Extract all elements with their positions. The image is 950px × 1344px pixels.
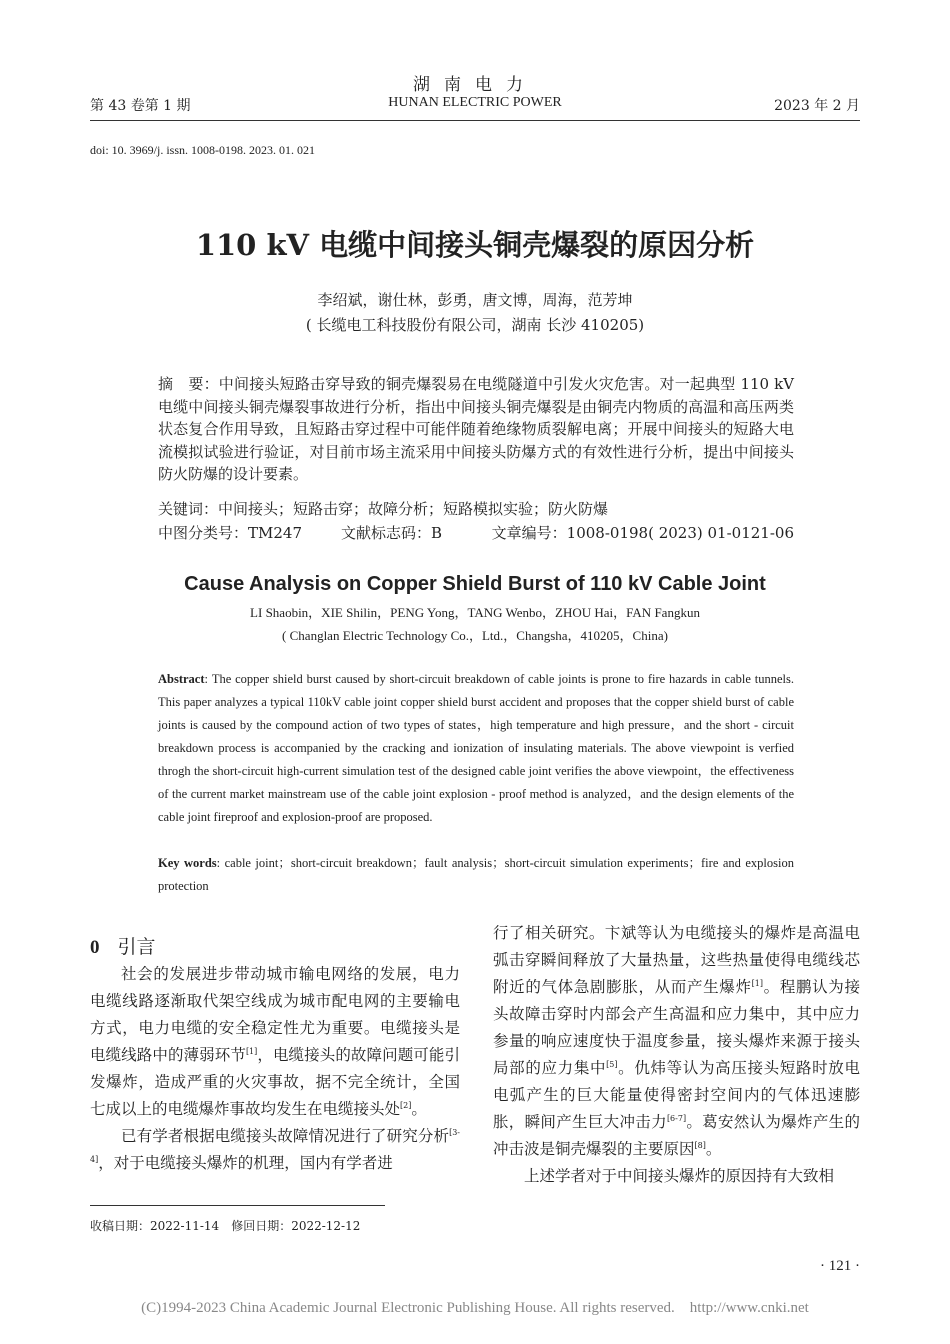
paragraph: 已有学者根据电缆接头故障情况进行了研究分析[3-4]，对于电缆接头爆炸的机理，国内有学者进: [90, 1127, 460, 1172]
abstract-cn-label: 摘 要：: [158, 375, 219, 393]
paragraph: 社会的发展进步带动城市输电网络的发展，电力电缆线路逐渐取代架空线成为城市配电网的主要输电方式，电力电缆的安全稳定性尤为重要。电缆接头是电缆线路中的薄弱环节[1]，电缆接头的故障问题可能引发爆炸，造成严重的火灾事故，据不完全统计，全国七成以上的电缆爆炸事故均发生在电缆接头处[2]。: [90, 965, 460, 1118]
keywords-cn-text: 中间接头；短路击穿；故障分析；短路模拟实验；防火防爆: [218, 500, 609, 518]
abstract-cn-text: 中间接头短路击穿导致的铜壳爆裂易在电缆隧道中引发火灾危害。对一起典型 110 kV 电缆中间接头铜壳爆裂事故进行分析，指出中间接头铜壳爆裂是由铜壳内物质的高温和高压两类状态复合作用导致，且短路击穿过程中可能伴随着绝缘物质裂解电离；开展中间接头的短路大电流模拟试验进行验证，对目前市场主流采用中间接头防爆方式的有效性进行分析，提出中间接头防火防爆的设计要素。: [158, 375, 794, 483]
copyright-notice: (C)1994-2023 China Academic Journal Electronic Publishing House. All rights reserved. http://www.cnki.net: [141, 1300, 809, 1316]
paper-title-en: Cause Analysis on Copper Shield Burst of 110 kV Cable Joint: [184, 573, 766, 595]
section-title: 引言: [117, 936, 156, 958]
section-heading: [90, 932, 156, 959]
footnote-dates: 收稿日期：2022-11-14 修回日期：2022-12-12: [90, 1219, 361, 1233]
issue-date: 2023 年 2 月: [774, 98, 860, 114]
keywords-cn: [158, 498, 608, 519]
keywords-en-label: Key words: [158, 856, 217, 870]
citation[interactable]: [1]: [751, 978, 763, 988]
running-header: [90, 95, 860, 117]
volume-issue: 第 43 卷第 1 期: [90, 98, 191, 114]
citation[interactable]: [8]: [694, 1140, 706, 1150]
abstract-en: Abstract: The copper shield burst caused by short-circuit breakdown of cable joints is prone to fire hazards in cable tunnels. This paper analyzes a typical 110kV cable joint copper shield burst accident and proposes that the copper shield burst of cable joints is caused by the compound action of two types of states，high temperature and high pressure，and the short - circuit breakdown process is accompanied by the cracking and ionization of insulating materials. The above viewpoint is verfied throgh the short-circuit high-current simulation test of the designed cable joint verifies the above viewpoint，the effectiveness of the current market mainstream use of the cable joint explosion - proof method is analyzed，and the design elements of the cable joint fireproof and explosion-proof are proposed.: [158, 672, 794, 824]
abstract-en-label: Abstract: [158, 672, 205, 686]
body-column-right: [493, 920, 860, 1190]
document-code: 文献标志码：B: [341, 524, 443, 542]
classification-row: [158, 522, 794, 544]
paper-title-cn: 110 kV 电缆中间接头铜壳爆裂的原因分析: [195, 228, 755, 262]
citation[interactable]: [1]: [245, 1046, 258, 1056]
keywords-cn-label: 关键词：: [158, 500, 219, 518]
header-rule: [90, 120, 860, 121]
journal-name-cn: 湖南电力: [413, 75, 537, 95]
affiliation-en: ( Changlan Electric Technology Co.，Ltd.，Changsha，410205，China): [282, 628, 668, 643]
citation[interactable]: [3-4]: [90, 1127, 460, 1164]
authors-en: LI Shaobin，XIE Shilin，PENG Yong，TANG Wenbo，ZHOU Hai，FAN Fangkun: [250, 605, 700, 620]
abstract-cn: [158, 373, 794, 486]
page-number: · 121 ·: [820, 1258, 860, 1274]
authors-cn: 李绍斌，谢仕林，彭勇，唐文博，周海，范芳坤: [317, 291, 633, 309]
citation[interactable]: [2]: [400, 1100, 412, 1110]
clc-number: 中图分类号：TM247: [158, 524, 302, 542]
paragraph: 行了相关研究。卞斌等认为电缆接头的爆炸是高温电弧击穿瞬间释放了大量热量，这些热量使得电缆线芯附近的气体急剧膨胀，从而产生爆炸[1]。程鹏认为接头故障击穿时内部会产生高温和应力集中，其中应力参量的响应速度快于温度参量，接头爆炸来源于接头局部的应力集中[5]。仇炜等认为高压接头短路时放电电弧产生的巨大能量使得密封空间内的气体迅速膨胀，瞬间产生巨大冲击力[6-7]。葛安然认为爆炸产生的冲击波是铜壳爆裂的主要原因[8]。: [493, 924, 860, 1158]
footnote-rule: [90, 1205, 385, 1206]
citation[interactable]: [6-7]: [666, 1113, 687, 1123]
article-number: 文章编号：1008-0198( 2023) 01-0121-06: [491, 524, 794, 542]
abstract-en-text: The copper shield burst caused by short-circuit breakdown of cable joints is prone to fire hazards in cable tunnels. This paper analyzes a typical 110kV cable joint copper shield burst accident and proposes that the copper shield burst of cable joints is caused by the compound action of two types of states，high temperature and high pressure，and the short - circuit breakdown process is accompanied by the cracking and ionization of insulating materials. The above viewpoint is verfied throgh the short-circuit high-current simulation test of the designed cable joint verifies the above viewpoint，the effectiveness of the current market mainstream use of the cable joint explosion - proof method is analyzed，and the design elements of the cable joint fireproof and explosion-proof are proposed.: [158, 672, 794, 824]
doi: doi: 10. 3969/j. issn. 1008-0198. 2023. 01. 021: [90, 143, 316, 157]
keywords-en: Key words: cable joint；short-circuit breakdown；fault analysis；short-circuit simulation experiments；fire and explosion protection: [158, 856, 794, 893]
citation[interactable]: [5]: [606, 1059, 618, 1069]
journal-name-en: HUNAN ELECTRIC POWER: [388, 95, 562, 110]
paragraph: 上述学者对于中间接头爆炸的原因持有大致相: [524, 1167, 835, 1185]
section-number: 0: [90, 937, 100, 958]
body-column-left: [90, 961, 460, 1177]
keywords-en-text: cable joint；short-circuit breakdown；fault analysis；short-circuit simulation experiments；fire and explosion protection: [158, 856, 794, 893]
affiliation-cn: ( 长缆电工科技股份有限公司，湖南 长沙 410205): [305, 316, 645, 334]
